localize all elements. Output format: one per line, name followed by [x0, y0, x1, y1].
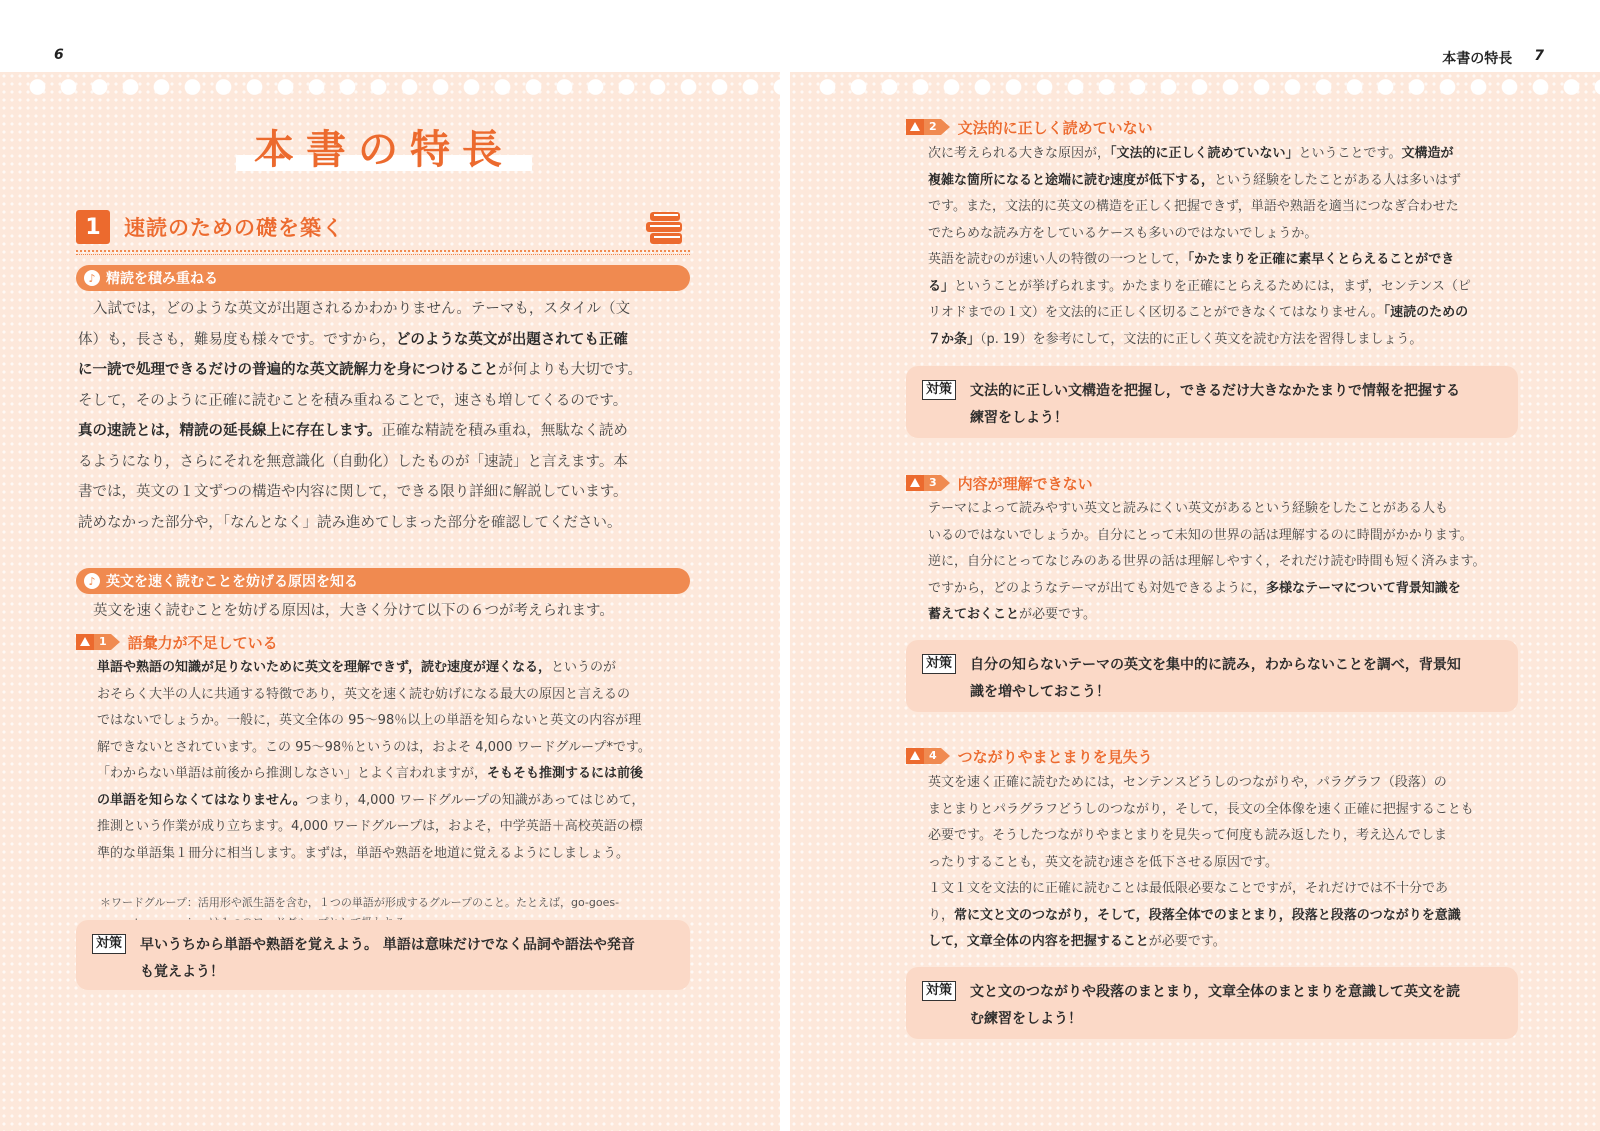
band-label: 英文を速く読むことを妨げる原因を知る — [106, 574, 358, 590]
section-number: 1 — [76, 210, 110, 244]
countermeasure-box — [906, 366, 1518, 438]
page-number-right: 7 — [1534, 48, 1544, 64]
page-number-left: 6 — [54, 47, 64, 63]
section-heading — [76, 210, 344, 244]
bell-icon: ♪ — [84, 573, 100, 589]
running-header — [1442, 48, 1544, 68]
countermeasure-label: 対策 — [922, 654, 956, 674]
cause-heading — [906, 473, 1093, 493]
paragraph-intensive-reading: 入試では，どのような英文が出題されるかわかりません。テーマも，スタイル（文 体）も，長さも，難易度も様々です。ですから，どのような英文が出題されても正確 に一読で処理できるだけの普遍的な英文読解力を身につけることが何よりも大切です。 そして，そのように正確に読むことを積み重ねることで，速さも増してくるのです。 真の速読とは，精読の延長線上に存在します。正確な精読を積み重ね，無駄なく読め るようになり，さらにそれを無意識化（自動化）したものが「速読」と言えます。本 書では，英文の１文ずつの構造や内容に関して，できる限り詳細に解説しています。 読めなかった部分や，「なんとなく」読み進めてしまった部分を確認してください。 — [78, 301, 643, 531]
paragraph-causes-intro: 英文を速く読むことを妨げる原因は，大きく分けて以下の６つが考えられます。 — [93, 603, 614, 619]
countermeasure-box — [76, 920, 690, 990]
cause-heading — [76, 632, 278, 652]
spine — [780, 72, 790, 1131]
countermeasure-text: 自分の知らないテーマの英文を集中的に読み，わからないことを調べ，背景知 識を増やしておこう！ — [970, 657, 1461, 700]
cause-paragraph: 次に考えられる大きな原因が，「文法的に正しく読めていない」ということです。文構造が 複雑な箇所になると途端に読む速度が低下する，という経験をしたことがある人は多いはず です。また，文法的に英文の構造を正しく把握できず，単語や熟語を適当につなぎ合わせた でたらめな読み方をしているケースも多いのではないでしょうか。 英語を読むのが速い人の特徴の一つとして，「かたまりを正確に素早くとらえることができ る」ということが挙げられます。かたまりを正確にとらえるためには，まず，センテンス（ピ リオドまでの１文）を文法的に正しく区切ることができなくてはなりません。「速読のための ７か条」（p. 19）を参考にして，文法的に正しく英文を読む方法を習得しましょう。 — [928, 146, 1471, 347]
page-title: 本書の特長 — [254, 127, 514, 173]
cause-paragraph: 単語や熟語の知識が足りないために英文を理解できず，読む速度が遅くなる，というのが おそらく大半の人に共通する特徴であり，英文を速く読む妨げになる最大の原因と言えるの ではないでしょうか。一般に，英文全体の 95～98％以上の単語を知らないと英文の内容が理 解できないとされています。この 95～98％というのは，およそ 4,000 ワードグループ*です。 「わからない単語は前後から推測しなさい」とよく言われますが，そもそも推測するには前後 の単語を知らなくてはなりません。つまり，4,000 ワードグループの知識があってはじめて， 推測という作業が成り立ちます。4,000 ワードグループは，およそ，中学英語＋高校英語の標 準的な単語集１冊分に相当します。まずは，単語や熟語を地道に覚えるようにしましょう。 — [97, 660, 651, 861]
countermeasure-box — [906, 640, 1518, 712]
countermeasure-box — [906, 967, 1518, 1039]
cause-title: 語彙力が不足している — [127, 633, 278, 652]
subsection-band — [76, 568, 690, 594]
countermeasure-label: 対策 — [92, 934, 126, 954]
cause-title: 内容が理解できない — [957, 474, 1093, 493]
countermeasure-text: 文と文のつながりや段落のまとまり，文章全体のまとまりを意識して英文を読 む練習をしよう！ — [970, 984, 1461, 1027]
countermeasure-label: 対策 — [922, 981, 956, 1001]
warning-triangle-icon: 3 — [906, 475, 950, 491]
cause-paragraph: テーマによって読みやすい英文と読みにくい英文があるという経験をしたことがある人も いるのではないでしょうか。自分にとって未知の世界の話は理解するのに時間がかかります。 逆に，自分にとってなじみのある世界の話は理解しやすく，それだけ読む時間も短く済みます。 ですから，どのようなテーマが出ても対処できるように，多様なテーマについて背景知識を 蓄えておくことが必要です。 — [928, 501, 1486, 622]
warning-triangle-icon: 2 — [906, 119, 950, 135]
countermeasure-text: 早いうちから単語や熟語を覚えよう。 単語は意味だけでなく品詞や語法や発音 も覚えよう！ — [140, 937, 635, 980]
band-label: 精読を積み重ねる — [106, 271, 218, 287]
warning-triangle-icon: 1 — [76, 634, 120, 650]
section-rule — [76, 250, 690, 255]
countermeasure-text: 文法的に正しい文構造を把握し，できるだけ大きなかたまりで情報を把握する 練習をしよう！ — [970, 383, 1461, 426]
cause-heading — [906, 117, 1153, 137]
countermeasure-label: 対策 — [922, 380, 956, 400]
subsection-band — [76, 265, 690, 291]
binder-holes — [812, 79, 1600, 95]
binder-holes — [22, 79, 780, 95]
footnote: ＊ワードグループ：活用形や派生語を含む，１つの単語が形成するグループのこと。たとえば，go-goes- — [100, 896, 620, 909]
bell-icon: ♪ — [84, 270, 100, 286]
section-title: 速読のための礎を築く — [124, 216, 344, 240]
cause-title: 文法的に正しく読めていない — [957, 118, 1153, 137]
books-icon — [646, 210, 688, 246]
running-header-title: 本書の特長 — [1442, 51, 1513, 67]
warning-triangle-icon: 4 — [906, 748, 950, 764]
cause-paragraph: 英文を速く正確に読むためには，センテンスどうしのつながりや，パラグラフ（段落）の まとまりとパラグラフどうしのつながり，そして，長文の全体像を速く正確に把握することも 必要です。そうしたつながりやまとまりを見失って何度も読み返したり，考え込んでしま ったりすることも，英文を読む速さを低下させる原因です。 １文１文を文法的に正確に読むことは最低限必要なことですが，それだけでは不十分であ り，常に文と文のつながり，そして，段落全体でのまとまり，段落と段落のつながりを意識 して，文章全体の内容を把握することが必要です。 — [928, 775, 1474, 949]
cause-title: つながりやまとまりを見失う — [957, 747, 1153, 766]
cause-heading — [906, 746, 1153, 766]
